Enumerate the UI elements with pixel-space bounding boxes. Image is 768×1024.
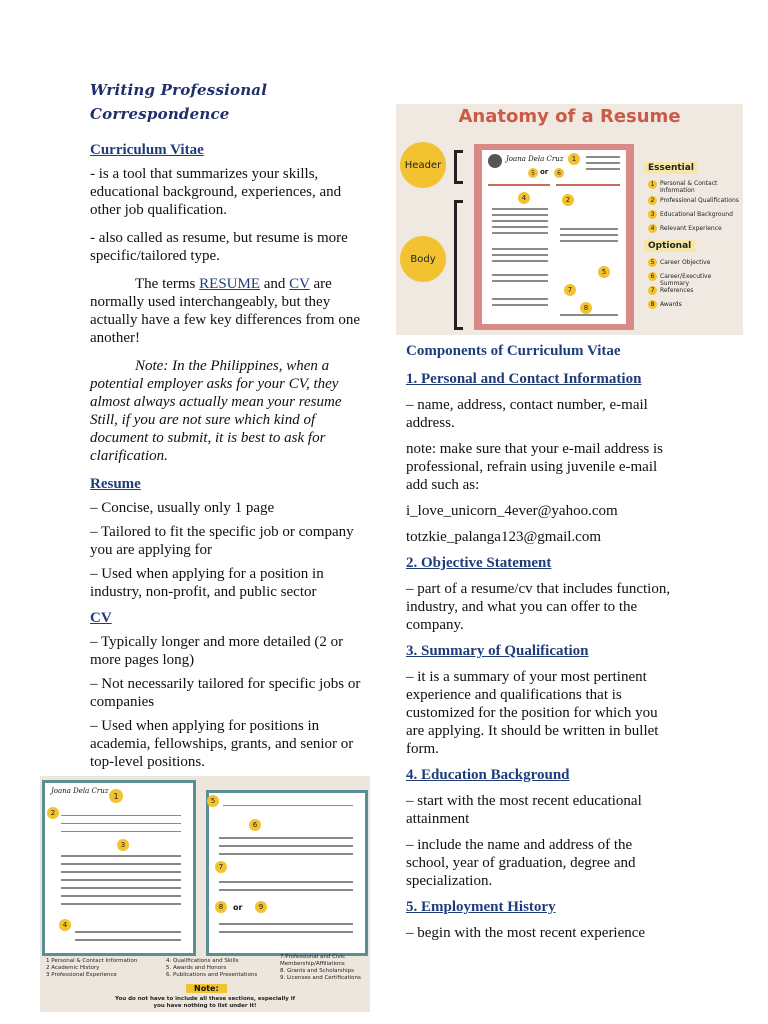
line [492, 274, 548, 276]
number-5-marker: 5 [598, 266, 610, 278]
cv-legend-col-3 [280, 954, 368, 982]
terms-paragraph [90, 275, 362, 347]
section-3-text: – it is a summary of your most pertinent experience and qualifications that is customized for the position for which you are applying. It should be written in bullet form. [406, 669, 659, 757]
line [219, 923, 353, 925]
resume-item: – Tailored to fit the specific job or company you are applying for [90, 524, 354, 558]
line [560, 228, 618, 230]
essential-item: Educational Background [660, 211, 733, 218]
essential-item: Personal & Contact Information [660, 180, 718, 194]
legend-item: 4. Qualifications and Skills [166, 958, 239, 964]
line [75, 931, 181, 933]
number-9-marker: 9 [255, 901, 267, 913]
line [492, 214, 548, 216]
example-email-2: totzkie_palanga123@gmail.com [406, 529, 602, 545]
resume-sample-page [482, 150, 626, 324]
note-text: You do not have to include all these sections, especially if you have nothing to list under it! [115, 996, 295, 1009]
line [219, 931, 353, 933]
optional-item: Career Objective [660, 259, 711, 266]
philippines-note: Note: In the Philippines, when a potential employer asks for your CV, they almost always actually mean your resume Still, if you are not sure which kind of document to submit, it is best to ask for clarification. [90, 358, 342, 464]
section-4-heading[interactable]: 4. Education Background [406, 767, 570, 783]
number-4-marker: 4 [648, 224, 657, 233]
number-4-marker: 4 [59, 919, 71, 931]
line [219, 845, 353, 847]
resume-heading[interactable]: Resume [90, 476, 141, 492]
note-label: Note: [186, 984, 227, 993]
number-6-marker: 6 [249, 819, 261, 831]
cv-link[interactable]: CV [289, 276, 310, 292]
cv-sample-name: Joana Dela Cruz [51, 787, 109, 795]
line [219, 881, 353, 883]
or-label: or [540, 168, 549, 176]
line [492, 298, 548, 300]
cv-item: – Not necessarily tailored for specific jobs or companies [90, 676, 361, 710]
section-5-heading[interactable]: 5. Employment History [406, 899, 556, 915]
line [560, 240, 618, 242]
components-heading: Components of Curriculum Vitae [406, 343, 621, 359]
number-1-marker: 1 [648, 180, 657, 189]
line [61, 823, 181, 824]
page-title [90, 78, 267, 126]
number-2-marker: 2 [562, 194, 574, 206]
legend-item: 6. Publications and Presentations [166, 972, 258, 978]
line [219, 889, 353, 891]
legend-item: 3 Professional Experience [46, 972, 117, 978]
line [61, 895, 181, 897]
cv-definition: - is a tool that summarizes your skills, educational background, experiences, and other job qualification. [90, 166, 342, 218]
right-column [406, 342, 678, 942]
legend-item: 7.Professional and Civic Membership/Affiliations [280, 954, 346, 967]
number-3-marker: 3 [117, 839, 129, 851]
section-5-text: – begin with the most recent experience [406, 925, 646, 941]
line [223, 805, 353, 806]
legend-item: 5. Awards and Honors [166, 965, 227, 971]
line [492, 226, 548, 228]
line [560, 234, 618, 236]
cv-legend-col-2 [166, 958, 276, 979]
line [586, 162, 620, 164]
line [61, 831, 181, 832]
number-5-marker: 5 [207, 795, 219, 807]
cv-legend-col-1 [46, 958, 156, 979]
number-4-marker: 4 [518, 192, 530, 204]
line [219, 853, 353, 855]
line [556, 184, 620, 186]
title-line-1: Writing Professional [90, 81, 268, 99]
line [61, 863, 181, 865]
number-6-marker: 6 [648, 272, 657, 281]
number-7-marker: 7 [564, 284, 576, 296]
essential-label: Essential [644, 162, 698, 174]
line [492, 304, 548, 306]
line [586, 156, 620, 158]
line [492, 232, 548, 234]
line [492, 220, 548, 222]
legend-item: 2 Academic History [46, 965, 100, 971]
resume-sample-name: Joana Dela Cruz [506, 155, 564, 163]
line [75, 939, 181, 941]
line [61, 887, 181, 889]
header-bracket [454, 150, 463, 184]
essential-item: Relevant Experience [660, 225, 722, 232]
cv-item: – Used when applying for positions in academia, fellowships, grants, and senior or top-level positions. [90, 718, 354, 770]
cv-sample-page-2 [206, 790, 368, 956]
number-8-marker: 8 [580, 302, 592, 314]
section-4-text-1: – start with the most recent educational attainment [406, 793, 642, 827]
cv-alias: - also called as resume, but resume is more specific/tailored type. [90, 230, 348, 264]
cv-sample-page-1 [42, 780, 196, 956]
number-2-marker: 2 [648, 196, 657, 205]
number-2-marker: 2 [47, 807, 59, 819]
cv-heading[interactable]: Curriculum Vitae [90, 142, 204, 158]
body-bracket [454, 200, 463, 330]
cv-item: – Typically longer and more detailed (2 or more pages long) [90, 634, 344, 668]
section-3-heading[interactable]: 3. Summary of Qualification [406, 643, 589, 659]
section-2-heading[interactable]: 2. Objective Statement [406, 555, 552, 571]
legend-item: 8. Grants and Scholarships [280, 968, 355, 974]
optional-item: Awards [660, 301, 682, 308]
avatar [488, 154, 502, 168]
optional-item: References [660, 287, 694, 294]
number-1-marker: 1 [568, 153, 580, 165]
legend-item: 1 Personal & Contact Information [46, 958, 138, 964]
number-8-marker: 8 [215, 901, 227, 913]
terms-suffix: are normally used interchangeably, but they actually have a few key differences from one another! [90, 276, 361, 346]
header-badge: Header [400, 142, 446, 188]
terms-and: and [260, 276, 290, 292]
body-badge: Body [400, 236, 446, 282]
line [492, 208, 548, 210]
line [492, 280, 548, 282]
number-8-marker: 8 [648, 300, 657, 309]
anatomy-title: Anatomy of a Resume [458, 106, 681, 127]
number-5-marker: 5 [648, 258, 657, 267]
anatomy-figure [396, 104, 743, 335]
line [61, 871, 181, 873]
optional-item: Career/Executive Summary [660, 273, 712, 287]
line [219, 837, 353, 839]
line [492, 254, 548, 256]
title-line-2: Correspondence [90, 105, 230, 123]
cv-heading-2[interactable]: CV [90, 610, 112, 626]
line [586, 168, 620, 170]
number-5-marker: 5 [528, 168, 538, 178]
line [61, 903, 181, 905]
section-1-note: note: make sure that your e-mail address is professional, refrain using juvenile e-mail add such as: [406, 441, 664, 493]
section-4-text-2: – include the name and address of the school, year of graduation, degree and specialization. [406, 837, 636, 889]
essential-item: Professional Qualifications [660, 197, 739, 204]
example-email-1: i_love_unicorn_4ever@yahoo.com [406, 503, 618, 519]
cv-sections-figure [40, 776, 370, 1012]
line [488, 184, 550, 186]
section-2-text: – part of a resume/cv that includes function, industry, and what you can offer to the company. [406, 581, 671, 633]
or-label: or [233, 903, 243, 912]
resume-link[interactable]: RESUME [199, 276, 260, 292]
optional-label: Optional [644, 240, 695, 252]
resume-sample [474, 144, 634, 330]
legend-item: 9. Licenses and Certifications [280, 975, 361, 981]
line [61, 879, 181, 881]
terms-prefix: The terms [135, 276, 200, 292]
line [560, 314, 618, 316]
number-3-marker: 3 [648, 210, 657, 219]
resume-item: – Used when applying for a position in industry, non-profit, and public sector [90, 566, 324, 600]
resume-item: – Concise, usually only 1 page [90, 500, 275, 516]
section-1-text: – name, address, contact number, e-mail address. [406, 397, 648, 431]
section-1-heading[interactable]: 1. Personal and Contact Information [406, 371, 642, 387]
line [61, 855, 181, 857]
line [61, 815, 181, 816]
number-7-marker: 7 [648, 286, 657, 295]
number-1-marker: 1 [109, 789, 123, 803]
line [492, 248, 548, 250]
left-column [90, 141, 362, 771]
number-6-marker: 6 [554, 168, 564, 178]
line [492, 260, 548, 262]
number-7-marker: 7 [215, 861, 227, 873]
